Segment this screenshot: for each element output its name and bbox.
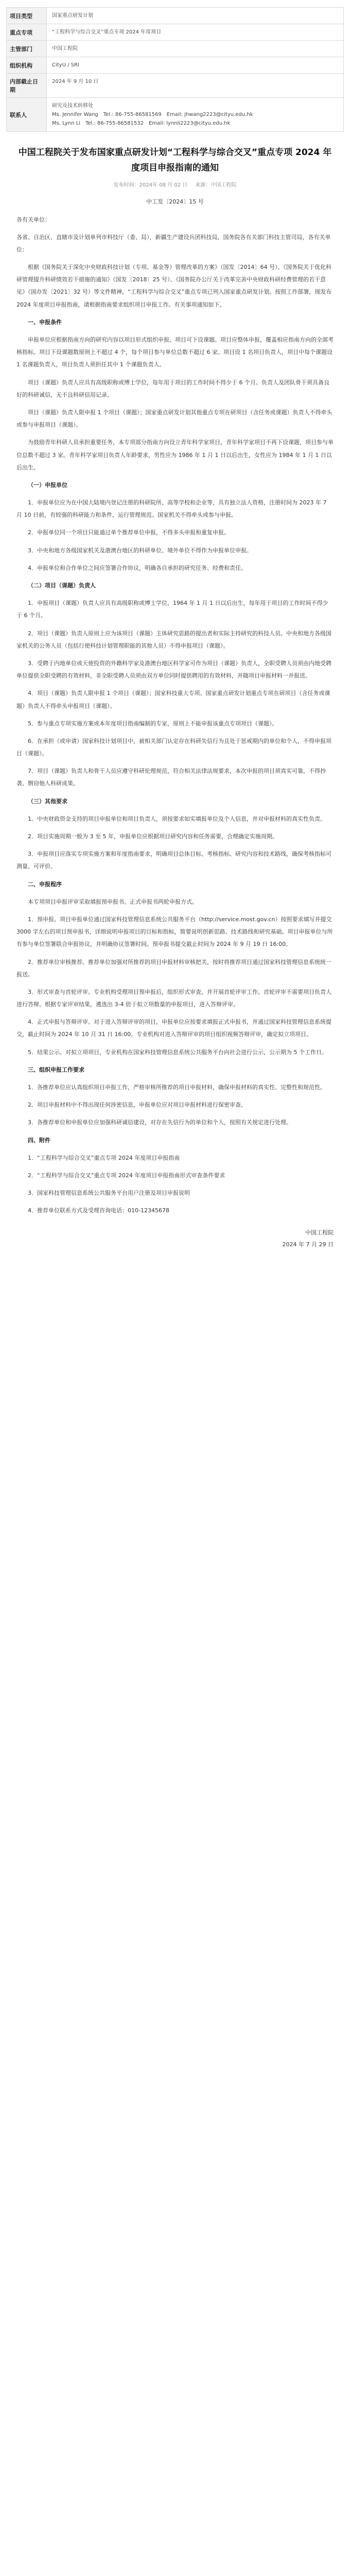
info-row: [7, 8, 343, 24]
paragraph: 4．申报单位和合作单位之间应签署合作协议，明确各自承担的研究任务、经费和责任。: [28, 564, 247, 571]
section-heading: 三、组织申报工作要求: [28, 1066, 84, 1073]
info-row-label: 主管部门: [7, 41, 47, 57]
paragraph: 3．受聘于内地单位或天使投资的外籍科学家及港澳台地区科学家可作为项目（课题）负责人，全职受聘人员须由内地受聘单位提供全职受聘的有效材料，非全职受聘人员须由双方单位同时提供聘用的有效材料，并随项目申报材料一并报送。: [16, 659, 331, 680]
info-row-value: 2024 年 9 月 10 日: [52, 79, 99, 84]
contact-line: 研究及技术转移处: [52, 103, 93, 109]
info-row-label: 项目类型: [7, 8, 47, 24]
paragraph: 3．中央和地方各级国家机关及港澳台地区的科研单位、境外单位不得作为申报单位申报。: [28, 547, 252, 554]
contacts-value: [47, 98, 343, 131]
paragraph: 本专项项目申报评审采取填报预申报书、正式申报书两轮申报方式。: [28, 898, 198, 905]
info-row-value: 中国工程院: [52, 46, 78, 52]
contact-line: Ms. Jennifer Wang Tel.: 86-755-86581569 Email: jhwang2223@cityu.edu.hk: [52, 112, 253, 117]
article-source: 来源：中国工程院: [195, 182, 237, 188]
paragraph: 4．正式申报与答辩评审。对于进入答辩评审的项目，申报单位应按要求填报正式申报书，并通过国家科技管理信息系统提交，截止时间为 2024 年 10 月 31 日 16:00。专业机构对进入答辩评审的项目组织视频答辩评审，确定拟立项项目。: [16, 1019, 331, 1038]
article: [0, 145, 350, 1250]
paragraph: 2．“工程科学与综合交叉”重点专项 2024 年度项目申报指南形式审查条件要求: [28, 1172, 225, 1179]
paragraph: 根据《国务院关于深化中央财政科技计划（专项、基金等）管理改革的方案》（国发〔2014〕64 号）、《国务院关于优化科研管理提升科研绩效若干措施的通知》（国发〔2018〕25 号）、《国务院办公厅关于改革完善中央财政科研经费管理的若干意见》（国办发〔2021〕32 号）等文件精神，“工程科学与综合交叉”重点专项已列入国家重点研发计划。按照工作部署，现发布 2024 年度项目申报指南，请根据指南要求组织项目申报工作。有关事项通知如下。: [16, 264, 332, 308]
paragraph: 各省、自治区、直辖市及计划单列市科技厅（委、局），新疆生产建设兵团科技局，国务院各有关部门科技主管司局，各有关单位：: [16, 233, 331, 253]
paragraph: 申报单位应根据指南方向的研究内容以项目形式组织申报，项目可下设课题。项目应整体申报，覆盖相应指南方向的全部考核指标。项目下设课题数原则上不超过 4 个，每个项目参与单位总数不超过 6 家。项目设 1 名项目负责人，项目中每个课题设 1 名课题负责人，项目负责人须担任其中 1 个课题负责人。: [16, 336, 334, 368]
paragraph: 各有关单位：: [16, 216, 50, 223]
document-number: 中工发〔2024〕15 号: [146, 198, 204, 205]
signature-date: 2024 年 7 月 29 日: [282, 1241, 334, 1248]
project-info-table: [6, 7, 344, 132]
paragraph: 2．项目申报材料中不得出现任何涉密信息，申报单位应对项目申报材料进行保密审查。: [28, 1101, 247, 1109]
paragraph: 为鼓励青年科研人员承担重要任务，本专项部分指南方向设立青年科学家项目，青年科学家项目不再下设课题，项目参与单位总数不超过 3 家。青年科学家项目负责人年龄要求，男性应为 1986 年 1 月 1 日以后出生，女性应为 1984 年 1 月 1 日以后出生。: [16, 439, 334, 471]
info-row-label: 组织机构: [7, 57, 47, 73]
info-row: [7, 41, 343, 57]
info-row: [7, 57, 343, 74]
paragraph: 3．形式审查与首轮评审。专业机构受理项目预申报后，组织形式审查，并开展首轮评审工作。首轮评审不需要项目负责人进行答辩。根据专家评审结果，遴选出 3-4 倍于拟立项数量的申报项目，进入答辩评审。: [16, 988, 331, 1008]
paragraph: 1．预申报。项目申报单位通过国家科技管理信息系统公共服务平台（http://service.most.gov.cn）按照要求填写并提交 3000 字左右的项目预申报书，详细说明申报项目的目标和指标，简要说明创新思路、技术路线和研究基础。项目申报单位与所有参与单位签署联合申报协议，并明确协议签署时间。预申报书提交截止时间为 2024 年 9 月 19 日 16:00。: [16, 916, 333, 948]
paragraph: 2．项目（课题）负责人原则上应为该项目（课题）主体研究思路的提出者和实际主持研究的科技人员。中央和地方各级国家机关的公务人员（包括行使科技计划管理职能的其他人员）不得申报项目（课题）。: [16, 630, 331, 649]
contacts-label: 联系人: [7, 98, 47, 131]
paragraph: 7．项目（课题）负责人和骨干人员应遵守科研伦理规范，符合相关法律法规要求，本次申报的项目须真实可靠，不得抄袭、剽窃他人科研成果。: [16, 768, 326, 787]
article-title: 中国工程院关于发布国家重点研发计划“工程科学与综合交叉”重点专项 2024 年度项目申报指南的通知: [18, 147, 332, 173]
paragraph: 3．国家科技管理信息系统公共服务平台用户注册及项目申报说明: [28, 1190, 190, 1197]
paragraph: 1．申报单位应为在中国大陆境内登记注册的科研院所、高等学校和企业等，具有独立法人资格，注册时间为 2023 年 7 月 10 日前，有较强的科研能力和条件，运行管理规范。国家机关不得牵头或参与申报。: [16, 499, 327, 519]
article-body: [0, 214, 350, 1217]
paragraph: 6．在承担（或申请）国家科技计划项目中，被相关部门认定存在科研失信行为且处于惩戒期内的单位和个人，不得申报项目（课题）。: [16, 737, 331, 757]
page: [0, 7, 350, 2576]
paragraph: 4．项目（课题）负责人限申报 1 个项目（课题）；国家科技重大专项、国家重点研发计划重点专项在研项目（含任务或课题）负责人不得牵头申报项目（课题）。: [16, 690, 330, 709]
paragraph: 2．项目实施周期一般为 3 至 5 年，申报单位应根据项目研究内容和任务需要，合理确定实施周期。: [28, 833, 278, 840]
paragraph: 1．中央财政资金支持的项目申报单位和项目负责人，须按要求如实填报单位及个人信息，并对申报材料的真实性负责。: [28, 815, 326, 822]
contact-line: Ms. Lynn Li Tel.: 86-755-86581532 Email: lynnli2223@cityu.edu.hk: [52, 121, 231, 126]
paragraph: 项目（课题）负责人限申报 1 个项目（课题）；国家重点研发计划其他重点专项在研项目（含任务或课题）负责人不得牵头或参与申报项目（课题）。: [16, 409, 332, 429]
info-row: [7, 24, 343, 41]
paragraph: 项目（课题）负责人应具有高级职称或博士学位，每年用于项目的工作时间不得少于 6 个月。负责人及团队骨干须具备良好的科研诚信，无不良科研信用记录。: [16, 379, 329, 398]
info-row-label: 重点专项: [7, 24, 47, 40]
paragraph: 1．“工程科学与综合交叉”重点专项 2024 年度项目申报指南: [28, 1154, 180, 1161]
paragraph: 1．各推荐单位应认真组织项目申报工作，严格审核所推荐的项目申报材料，确保申报材料的真实性、完整性和规范性。: [28, 1084, 326, 1091]
info-row: [7, 74, 343, 98]
paragraph: 5．参与重点专项实施方案或本年度项目指南编制的专家，原则上不能申报该重点专项项目（课题）。: [28, 720, 278, 727]
paragraph: 1．申报项目（课题）负责人应具有高级职称或博士学位，1964 年 1 月 1 日以后出生，每年用于项目的工作时间不得少于 6 个月。: [16, 600, 328, 619]
paragraph: 3．各推荐单位和申报单位应加强科研诚信建设，对存在失信行为的单位和个人，按照有关规定进行处理。: [28, 1119, 292, 1126]
section-heading: 四、附件: [28, 1137, 50, 1144]
subsection-heading: （三）其他要求: [28, 798, 67, 805]
info-row-value: “工程科学与综合交叉”重点专项 2024 年度项目: [52, 29, 162, 35]
article-subinfo: [0, 180, 350, 188]
info-row-value: CityU / SRI: [52, 62, 79, 68]
paragraph: 4．推荐单位联系方式及受理咨询电话：010-12345678: [28, 1207, 169, 1214]
info-row-label: 内部截止日期: [7, 74, 47, 97]
section-heading: 二、申报程序: [28, 880, 62, 888]
signature-org: 中国工程院: [305, 1229, 334, 1236]
publish-date: 发布时间：2024年 08 月 02 日: [113, 182, 188, 188]
contacts-row: [7, 98, 343, 131]
paragraph: 5．结果公示。对拟立项项目，专业机构在国家科技管理信息系统公共服务平台向社会进行公示，公示期为 5 个工作日。: [28, 1048, 327, 1056]
section-heading: 一、申报条件: [28, 318, 62, 326]
info-row-value: 国家重点研发计划: [52, 13, 93, 19]
subsection-heading: （一）申报单位: [28, 481, 67, 488]
paragraph: 2．推荐单位审核推荐。推荐单位加强对所推荐的项目申报材料审核把关，按时将推荐项目通过国家科技管理信息系统统一报送。: [16, 958, 331, 978]
paragraph: 3．申报项目应落实专项实施方案和年度指南要求，明确项目总体目标、考核指标、研究内容和技术路线，确保考核指标可测量、可评价。: [16, 851, 331, 870]
signature-block: [16, 1227, 334, 1250]
paragraph: 2．申报单位同一个项目只能通过单个推荐单位申报，不得多头申报和重复申报。: [28, 529, 230, 536]
subsection-heading: （二）项目（课题）负责人: [28, 582, 96, 589]
